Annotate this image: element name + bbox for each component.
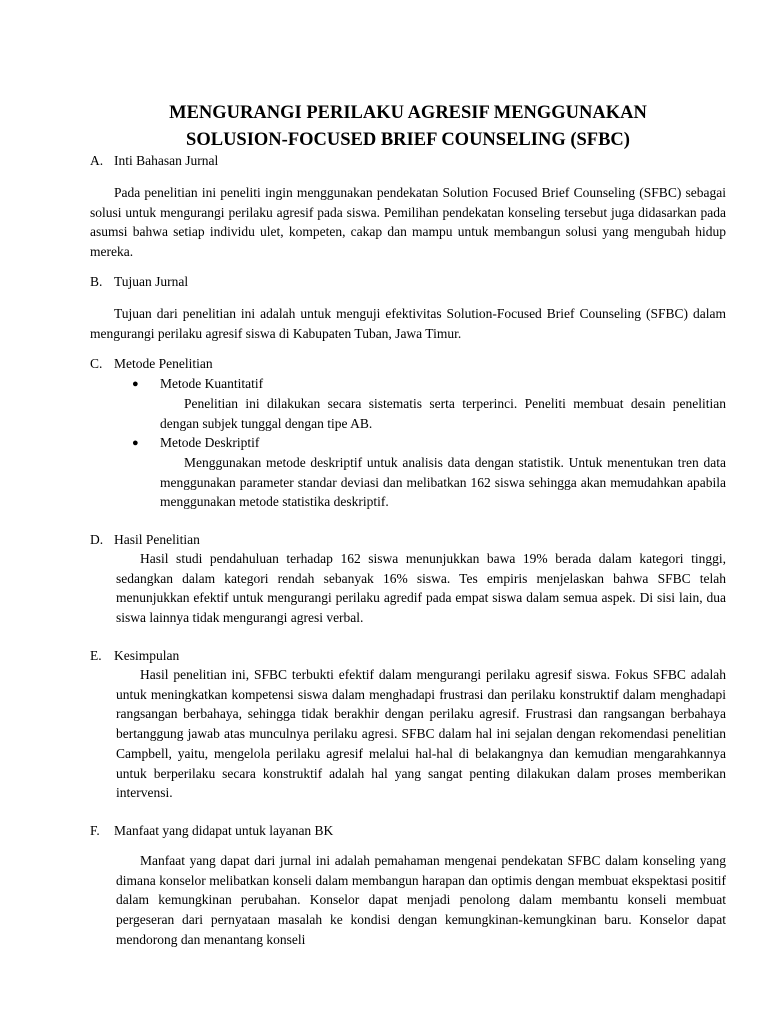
method-item-quantitative (132, 374, 263, 394)
section-e-paragraph: Hasil penelitian ini, SFBC terbukti efektif dalam mengurangi perilaku agresif siswa. Fokus SFBC adalah untuk meningkatkan kompetensi siswa dalam menghadapi frustrasi dan perilaku konstruktif dalam menghadapi rangsangan berbahaya, sehingga tidak berakhir dengan perilaku agresif. Frustrasi dan rangsangan berbahaya bertanggung jawab atas munculnya perilaku agresi. SFBC dalam hal ini sejalan dengan rekomendasi penelitian Campbell, yaitu, mengelola perilaku agresif melalui hal-hal di belakangnya dan kemudian mengarahkannya untuk berperilaku secara konstruktif adalah hal yang sangat penting dilakukan dalam proses memberikan intervensi. (116, 667, 726, 801)
section-a-title: Inti Bahasan Jurnal (114, 153, 219, 168)
method-item-quantitative-text: Penelitian ini dilakukan secara sistematis serta terperinci. Peneliti membuat desain penelitian dengan subjek tunggal dengan tipe AB. (160, 396, 726, 431)
method-item-descriptive (132, 433, 259, 453)
section-b-title: Tujuan Jurnal (114, 274, 189, 289)
method-item-label: Metode Kuantitatif (160, 376, 264, 391)
title-line-2: SOLUSION-FOCUSED BRIEF COUNSELING (SFBC) (186, 130, 630, 150)
section-d-letter: D. (90, 532, 104, 547)
section-a-paragraph: Pada penelitian ini peneliti ingin menggunakan pendekatan Solution Focused Brief Counseling (SFBC) sebagai solusi untuk mengurangi perilaku agresif pada siswa. Pemilihan pendekatan konseling tersebut juga didasarkan pada asumsi bahwa setiap individu ulet, kompeten, cakap dan mampu untuk membangun solusi yang mengubah hidup mereka. (90, 185, 726, 260)
section-e-heading (90, 646, 179, 665)
method-item-label: Metode Deskriptif (160, 435, 260, 450)
section-f-heading (90, 821, 333, 840)
bullet-icon: ● (132, 437, 139, 449)
section-d-heading (90, 530, 200, 549)
section-b-paragraph: Tujuan dari penelitian ini adalah untuk menguji efektivitas Solution-Focused Brief Counseling (SFBC) dalam mengurangi perilaku agresif siswa di Kabupaten Tuban, Jawa Timur. (90, 306, 726, 341)
section-a-heading (90, 151, 218, 170)
section-c-letter: C. (90, 356, 103, 371)
section-b-letter: B. (90, 274, 103, 289)
section-f-paragraph: Manfaat yang dapat dari jurnal ini adalah pemahaman mengenai pendekatan SFBC dalam konseling yang dimana konselor melibatkan konseli dalam membangun harapan dan optimis dengan membuat ekspektasi positif dalam kemungkinan perubahan. Konselor dapat menjadi penolong dalam membantu konseli membuat pergeseran dari pernyataan masalah ke kondisi dengan kemungkinan-kemungkinan baru. Konselor dapat mendorong dan menantang konseli (116, 853, 726, 947)
document-title (90, 100, 726, 154)
section-f-title: Manfaat yang didapat untuk layanan BK (114, 823, 334, 838)
section-c-heading (90, 354, 213, 373)
section-e-title: Kesimpulan (114, 648, 180, 663)
bullet-icon: ● (132, 378, 139, 390)
section-d-title: Hasil Penelitian (114, 532, 200, 547)
section-e-letter: E. (90, 648, 102, 663)
section-a-letter: A. (90, 153, 104, 168)
method-item-descriptive-text: Menggunakan metode deskriptif untuk analisis data dengan statistik. Untuk menentukan tren data menggunakan parameter standar deviasi dan melibatkan 162 siswa sehingga akan memudahkan apabila menggunakan metode statistika deskriptif. (160, 455, 726, 510)
title-line-1: MENGURANGI PERILAKU AGRESIF MENGGUNAKAN (169, 103, 647, 123)
section-c-title: Metode Penelitian (114, 356, 213, 371)
section-b-heading (90, 272, 188, 291)
section-f-letter: F. (90, 823, 100, 838)
section-d-paragraph: Hasil studi pendahuluan terhadap 162 siswa menunjukkan bawa 19% berada dalam kategori tinggi, sedangkan dalam kategori rendah sebanyak 16% siswa. Tes empiris menjelaskan bahwa SFBC telah menunjukkan efektif untuk mengurangi perilaku agredif pada empat siswa dalam semua aspek. Di sisi lain, dua siswa lainnya tidak mengurangi agresi verbal. (116, 551, 726, 626)
